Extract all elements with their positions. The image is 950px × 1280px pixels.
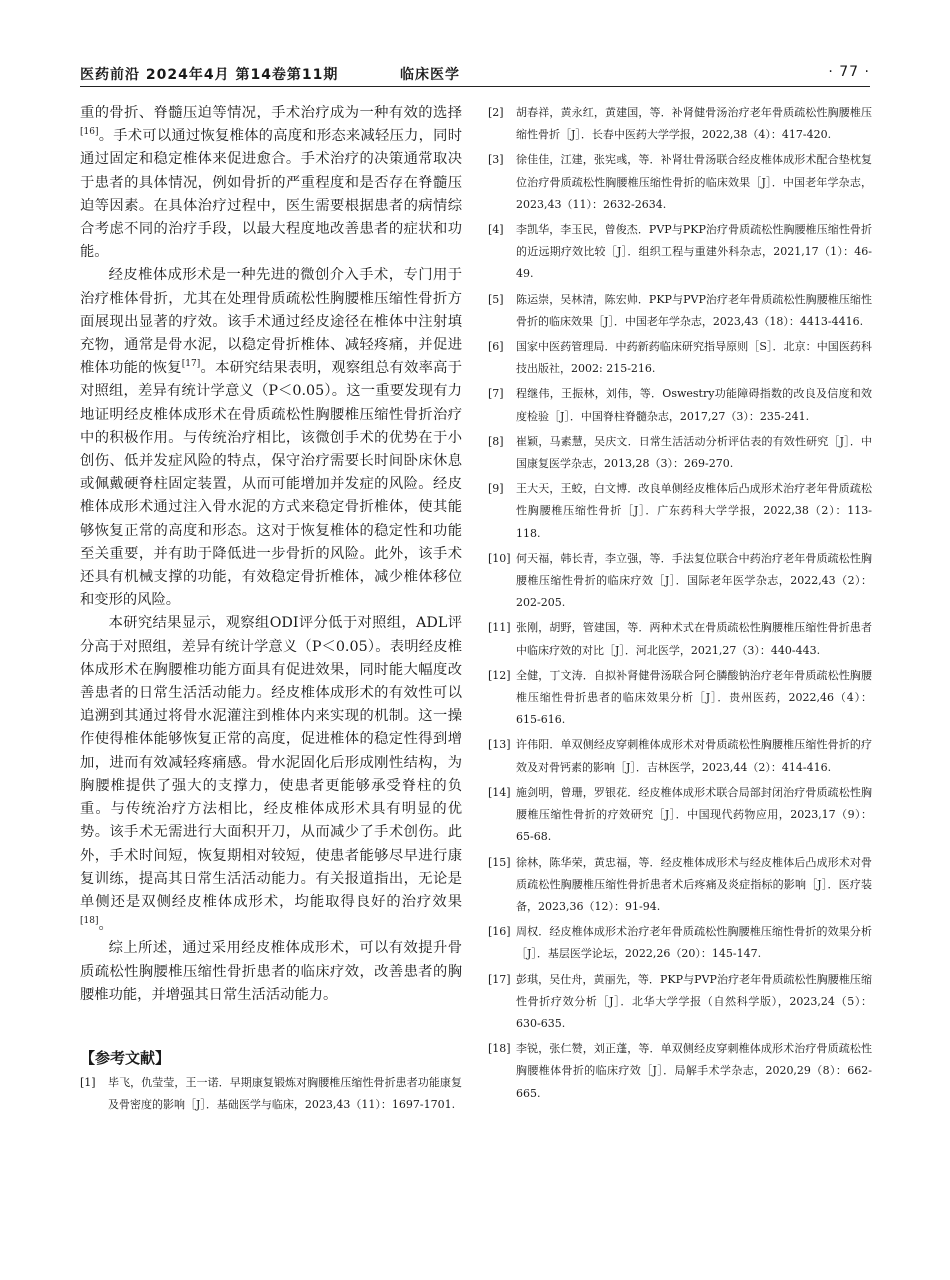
reference-item: [4] 李凯华，李玉民，曾俊杰．PVP与PKP治疗骨质疏松性胸腰椎压缩性骨折的近远期疗效比较［J］．组织工程与重建外科杂志，2021,17（1）：46-49. xyxy=(488,223,872,281)
citation-18: [18] xyxy=(80,916,99,927)
reference-item: [9] 王大天，王蛟，白文博．改良单侧经皮椎体后凸成形术治疗老年骨质疏松性胸腰椎压缩性骨折［J］．广东药科大学学报，2022,38（2）：113-118. xyxy=(488,482,872,540)
reference-item: [8] 崔颖，马素慧，吴庆文．日常生活活动分析评估表的有效性研究［J］．中国康复医学杂志，2013,28（3）：269-270. xyxy=(488,434,872,471)
reference-item: [12] 全健，丁文涛．自拟补肾健骨汤联合阿仑膦酸钠治疗老年骨质疏松性胸腰椎压缩性骨折患者的临床效果分析［J］．贵州医药，2022,46（4）：615-616. xyxy=(488,668,872,727)
reference-item: [15] 徐林，陈华荣，黄忠福，等．经皮椎体成形术与经皮椎体后凸成形术对骨质疏松性胸腰椎压缩性骨折患者术后疼痛及炎症指标的影响［J］．医疗装备，2023,36（12）：91-94. xyxy=(488,855,872,913)
reference-item: [1] 毕飞，仇莹莹，王一诺．早期康复锻炼对胸腰椎压缩性骨折患者功能康复及骨密度的影响［J］．基础医学与临床，2023,43（11）：1697-1701. xyxy=(80,1075,462,1112)
reference-item: [5] 陈运崇，吴林清，陈宏帅．PKP与PVP治疗老年骨质疏松性胸腰椎压缩性骨折的临床效果［J］．中国老年学杂志，2023,43（18）：4413-4416. xyxy=(488,292,872,328)
reference-item: [6] 国家中医药管理局．中药新药临床研究指导原则［S］．北京：中国医药科技出版社，2002: 215-216. xyxy=(488,340,872,376)
body-paragraph-3: 本研究结果显示，观察组ODI评分低于对照组，ADL评分高于对照组，差异有统计学意义（P＜0.05）。表明经皮椎体成形术在胸腰椎功能方面具有促进效果，同时能大幅度改善患者的日常生活活动能力。经皮椎体成形术的有效性可以追溯到其通过将骨水泥灌注到椎体内来实现的机制。这一操作使得椎体能够恢复正常的高度，促进椎体的稳定性得到增加，进而有效减轻疼痛感。骨水泥固化后形成刚性结构，为胸腰椎提供了强大的支撑力，使患者更能够承受脊柱的负重。与传统治疗方法相比，经皮椎体成形术具有明显的优势。该手术无需进行大面积开刀，从而减少了手术创伤。此外，手术时间短，恢复期相对较短，使患者能够尽早进行康复训练，提高其日常生活活动能力。有关报道指出，无论是单侧还是双侧经皮椎体成形术，均能取得良好的治疗效果[18]。 xyxy=(80,615,462,934)
body-paragraph-4: 综上所述，通过采用经皮椎体成形术，可以有效提升骨质疏松性胸腰椎压缩性骨折患者的临床疗效，改善患者的胸腰椎功能，并增强其日常生活活动能力。 xyxy=(80,940,462,1003)
reference-item: [17] 彭琪，吴仕舟，黄丽先，等．PKP与PVP治疗老年骨质疏松性胸腰椎压缩性骨折疗效分析［J］．北华大学学报（自然科学版），2023,24（5）：630-635. xyxy=(488,972,872,1030)
left-column xyxy=(80,102,462,1116)
body-paragraph-2: 经皮椎体成形术是一种先进的微创介入手术，专门用于治疗椎体骨折，尤其在处理骨质疏松性胸腰椎压缩性骨折方面展现出显著的疗效。该手术通过经皮途径在椎体中注射填充物，通常是骨水泥，以稳定骨折椎体、减轻疼痛，并促进椎体功能的恢复[17]。本研究结果表明，观察组总有效率高于对照组，差异有统计学意义（P＜0.05）。这一重要发现有力地证明经皮椎体成形术在骨质疏松性胸腰椎压缩性骨折治疗中的积极作用。与传统治疗相比，该微创手术的优势在于小创伤、低并发症风险的特点，保守治疗需要长时间卧床休息或佩戴硬脊柱固定装置，从而可能增加并发症的风险。经皮椎体成形术通过注入骨水泥的方式来稳定骨折椎体，使其能够恢复正常的高度和形态。这对于恢复椎体的稳定性和功能至关重要，并有助于降低进一步骨折的风险。此外，该手术还具有机械支撑的功能，有效稳定骨折椎体，减少椎体移位和变形的风险。 xyxy=(80,267,463,609)
reference-item: [10] 何天福，韩长青，李立强，等．手法复位联合中药治疗老年骨质疏松性胸腰椎压缩性骨折的临床疗效［J］．国际老年医学杂志，2022,43（2）：202-205. xyxy=(488,551,872,610)
reference-item: [13] 许伟阳．单双侧经皮穿刺椎体成形术对骨质疏松性胸腰椎压缩性骨折的疗效及对骨钙素的影响［J］．吉林医学，2023,44（2）：414-416. xyxy=(488,738,872,774)
reference-item: [14] 施剑明，曾珊，罗银花．经皮椎体成形术联合局部封闭治疗骨质疏松性胸腰椎压缩性骨折的疗效研究［J］．中国现代药物应用，2023,17（9）：65-68. xyxy=(488,785,872,844)
citation-16: [16] xyxy=(80,127,99,138)
citation-17: [17] xyxy=(181,359,201,370)
reference-item: [18] 李锐，张仁赞，刘正蓬，等．单双侧经皮穿刺椎体成形术治疗骨质疏松性胸腰椎体骨折的临床疗效［J］．局解手术学杂志，2020,29（8）：662-665. xyxy=(488,1042,872,1100)
reference-item: [16] 周权．经皮椎体成形术治疗老年骨质疏松性胸腰椎压缩性骨折的效果分析［J］．基层医学论坛，2022,26（20）：145-147. xyxy=(488,925,872,961)
right-column xyxy=(488,102,872,1108)
page-number: · 77 · xyxy=(828,64,870,80)
reference-item: [2] 胡春祥，黄永红，黄建国，等．补肾健骨汤治疗老年骨质疏松性胸腰椎压缩性骨折［J］．长春中医药大学学报，2022,38（4）：417-420. xyxy=(488,106,872,142)
body-paragraph-1: 重的骨折、脊髓压迫等情况，手术治疗成为一种有效的选择[16]。手术可以通过恢复椎体的高度和形态来减轻压力，同时通过固定和稳定椎体来促进愈合。手术治疗的决策通常取决于患者的具体情况，例如骨折的严重程度和是否存在脊髓压迫等因素。在具体治疗过程中，医生需要根据患者的病情综合考虑不同的治疗手段，以最大程度地改善患者的症状和功能。 xyxy=(80,105,462,261)
reference-item: [11] 张刚，胡野，管建国，等．两种术式在骨质疏松性胸腰椎压缩性骨折患者中临床疗效的对比［J］．河北医学，2021,27（3）：440-443. xyxy=(488,621,872,657)
journal-info: 医药前沿 2024年4月 第14卷第11期 xyxy=(80,67,339,83)
reference-item: [3] 徐佳佳，江建，张宪彧，等．补肾壮骨汤联合经皮椎体成形术配合垫枕复位治疗骨质疏松性胸腰椎压缩性骨折的临床效果［J］．中国老年学杂志，2023,43（11）：2632-2634. xyxy=(488,153,872,211)
running-header xyxy=(80,62,870,87)
references-heading: 【参考文献】 xyxy=(80,1048,171,1067)
reference-item: [7] 程继伟，王振林，刘伟，等．Oswestry功能障碍指数的改良及信度和效度检验［J］．中国脊柱脊髓杂志，2017,27（3）：235-241. xyxy=(488,387,872,423)
section-title: 临床医学 xyxy=(400,67,460,83)
